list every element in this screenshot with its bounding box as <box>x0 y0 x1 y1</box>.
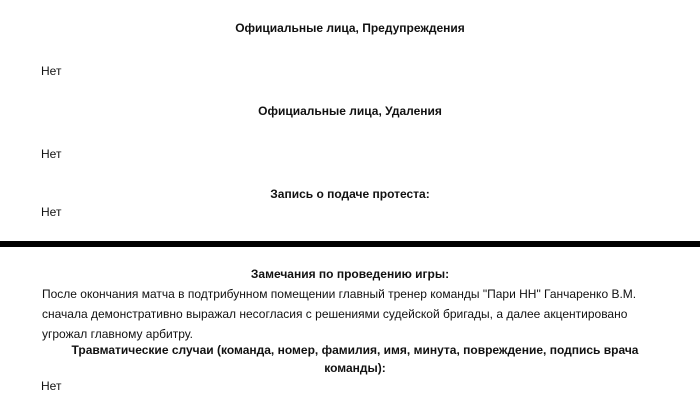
warnings-heading: Официальные лица, Предупреждения <box>235 21 465 35</box>
remarks-heading: Замечания по проведению игры: <box>250 267 450 281</box>
injuries-heading <box>60 341 650 377</box>
remarks-line: угрожал главному арбитру. <box>42 327 193 341</box>
protest-value: Нет <box>41 205 62 219</box>
remarks-line: сначала демонстративно выражал несогласия с решениями судейской бригады, а далее акцентировано <box>42 307 628 321</box>
injuries-heading-line1: Травматические случаи (команда, номер, фамилия, имя, минута, повреждение, подпись врача <box>71 343 639 357</box>
protest-heading: Запись о подаче протеста: <box>270 187 430 201</box>
ejections-heading: Официальные лица, Удаления <box>258 104 442 118</box>
ejections-value: Нет <box>41 147 62 161</box>
page-divider <box>0 241 700 247</box>
remarks-line: После окончания матча в подтрибунном помещении главный тренер команды "Пари НН" Ганчаренко В.М. <box>42 287 637 301</box>
injuries-heading-line2: команды): <box>324 361 386 375</box>
injuries-value: Нет <box>41 379 62 393</box>
warnings-value: Нет <box>41 64 62 78</box>
remarks-text <box>42 284 642 344</box>
